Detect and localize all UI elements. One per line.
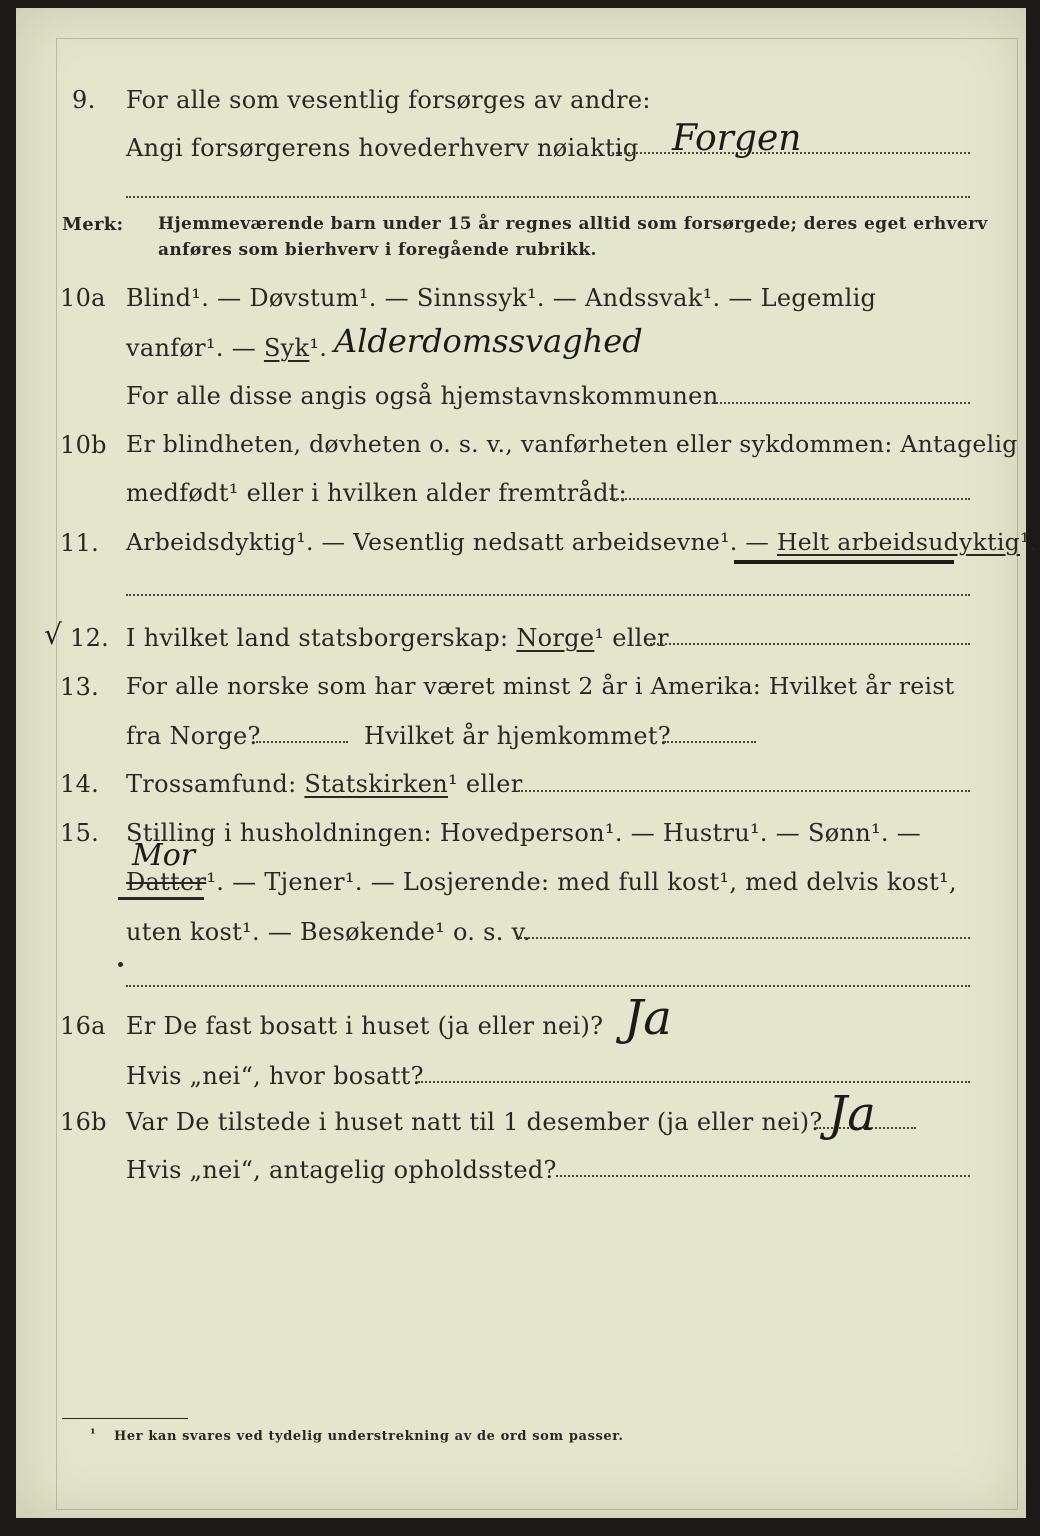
q16b-handwritten-answer: Ja bbox=[828, 1086, 876, 1142]
q15-answer-line bbox=[516, 937, 970, 939]
q16b-answer-line-2 bbox=[556, 1175, 970, 1177]
q10a-line2 bbox=[126, 336, 327, 360]
q15-number: 15. bbox=[60, 819, 100, 847]
q15-line3: uten kost¹. — Besøkende¹ o. s. v. bbox=[126, 918, 531, 946]
q10b-number: 10b bbox=[60, 431, 107, 459]
q14-line bbox=[126, 772, 523, 796]
q11-ink-underline bbox=[734, 560, 954, 564]
q16a-line1: Er De fast bosatt i huset (ja eller nei)? bbox=[126, 1012, 604, 1040]
q10b-answer-line bbox=[610, 498, 970, 500]
q14-text: Trossamfund: bbox=[126, 770, 305, 798]
q9-answer-line-2 bbox=[126, 196, 970, 198]
ink-dot bbox=[118, 962, 123, 967]
q15-line2-rest: ¹. — Tjener¹. — Losjerende: med full kost¹, med delvis kost¹, bbox=[206, 868, 957, 896]
q10a-number: 10a bbox=[60, 284, 106, 312]
q9-line2: Angi forsørgerens hovederhverv nøiaktig bbox=[126, 134, 639, 162]
q14-after: ¹ eller bbox=[447, 770, 523, 798]
q10a-syk-underlined: Syk bbox=[263, 334, 310, 362]
q10a-line1: Blind¹. — Døvstum¹. — Sinnssyk¹. — Andssvak¹. — Legemlig bbox=[126, 284, 877, 312]
q16b-number: 16b bbox=[60, 1108, 107, 1136]
q10a-syk-sup: ¹. bbox=[309, 334, 328, 362]
q13-hjemkommet-line bbox=[664, 741, 756, 743]
q16b-line2: Hvis „nei“, antagelig opholdssted? bbox=[126, 1156, 557, 1184]
q12-text: I hvilket land statsborgerskap: bbox=[126, 624, 517, 652]
q12-check-mark: √ bbox=[44, 618, 62, 651]
q11-text: Arbeidsdyktig¹. — Vesentlig nedsatt arbeidsevne¹. — bbox=[126, 528, 777, 556]
q15-line1: Stilling i husholdningen: Hovedperson¹. — Hustru¹. — Sønn¹. — bbox=[126, 819, 922, 847]
q13-line2b: Hvilket år hjemkommet? bbox=[364, 722, 671, 750]
census-form-page bbox=[16, 8, 1026, 1518]
footnote-mark: ¹ bbox=[90, 1427, 97, 1442]
q15-line2 bbox=[126, 870, 957, 894]
q13-reist-line bbox=[256, 741, 348, 743]
q11-line bbox=[126, 528, 1038, 556]
q11-sup: ¹. bbox=[1020, 528, 1038, 556]
q16a-line2: Hvis „nei“, hvor bosatt? bbox=[126, 1062, 424, 1090]
q11-number: 11. bbox=[60, 529, 100, 557]
q14-number: 14. bbox=[60, 770, 100, 798]
q15-answer-line-2 bbox=[126, 985, 970, 987]
q12-answer-line bbox=[650, 643, 970, 645]
q11-answer-line bbox=[126, 594, 970, 596]
q10b-line2: medfødt¹ eller i hvilken alder fremtrådt: bbox=[126, 479, 628, 507]
q15-datter-struck: Datter bbox=[126, 868, 207, 896]
q9-handwritten-answer: Forgen bbox=[672, 118, 802, 159]
q16a-number: 16a bbox=[60, 1012, 106, 1040]
merk-line2: anføres som bierhverv i foregående rubrikk. bbox=[158, 240, 597, 260]
merk-line1: Hjemmeværende barn under 15 år regnes alltid som forsørgede; deres eget erhverv bbox=[158, 214, 988, 234]
q13-line1: For alle norske som har været minst 2 år i Amerika: Hvilket år reist bbox=[126, 672, 955, 700]
q12-underlined: Norge bbox=[516, 624, 595, 652]
q15-handwritten-annotation: Mor bbox=[132, 838, 196, 873]
merk-label: Merk: bbox=[62, 214, 124, 235]
q16b-line1: Var De tilstede i huset natt til 1 desember (ja eller nei)? bbox=[126, 1108, 823, 1136]
q14-answer-line bbox=[518, 790, 970, 792]
q13-line2a: fra Norge? bbox=[126, 722, 261, 750]
q16a-answer-line bbox=[418, 1081, 970, 1083]
q12-after: ¹ eller bbox=[594, 624, 669, 652]
q14-underlined: Statskirken bbox=[304, 770, 448, 798]
q15-datter-underline bbox=[118, 897, 204, 900]
q16a-handwritten-answer: Ja bbox=[624, 990, 672, 1046]
q10b-line1: Er blindheten, døvheten o. s. v., vanførheten eller sykdommen: Antagelig bbox=[126, 430, 1018, 458]
q12-number: 12. bbox=[70, 624, 110, 652]
q10a-handwritten-answer: Alderdomssvaghed bbox=[334, 322, 643, 360]
q10a-answer-line bbox=[712, 402, 970, 404]
q9-line1: For alle som vesentlig forsørges av andre: bbox=[126, 86, 651, 114]
q10a-line3: For alle disse angis også hjemstavnskommunen bbox=[126, 382, 719, 410]
footnote-text: Her kan svares ved tydelig understrekning av de ord som passer. bbox=[114, 1429, 624, 1444]
q9-number: 9. bbox=[72, 86, 96, 114]
q11-underlined: Helt arbeidsudyktig bbox=[776, 528, 1021, 556]
footnote-rule bbox=[62, 1418, 188, 1419]
q12-line bbox=[126, 626, 669, 650]
q13-number: 13. bbox=[60, 673, 100, 701]
q10a-line2-prefix: vanfør¹. — bbox=[126, 334, 264, 362]
